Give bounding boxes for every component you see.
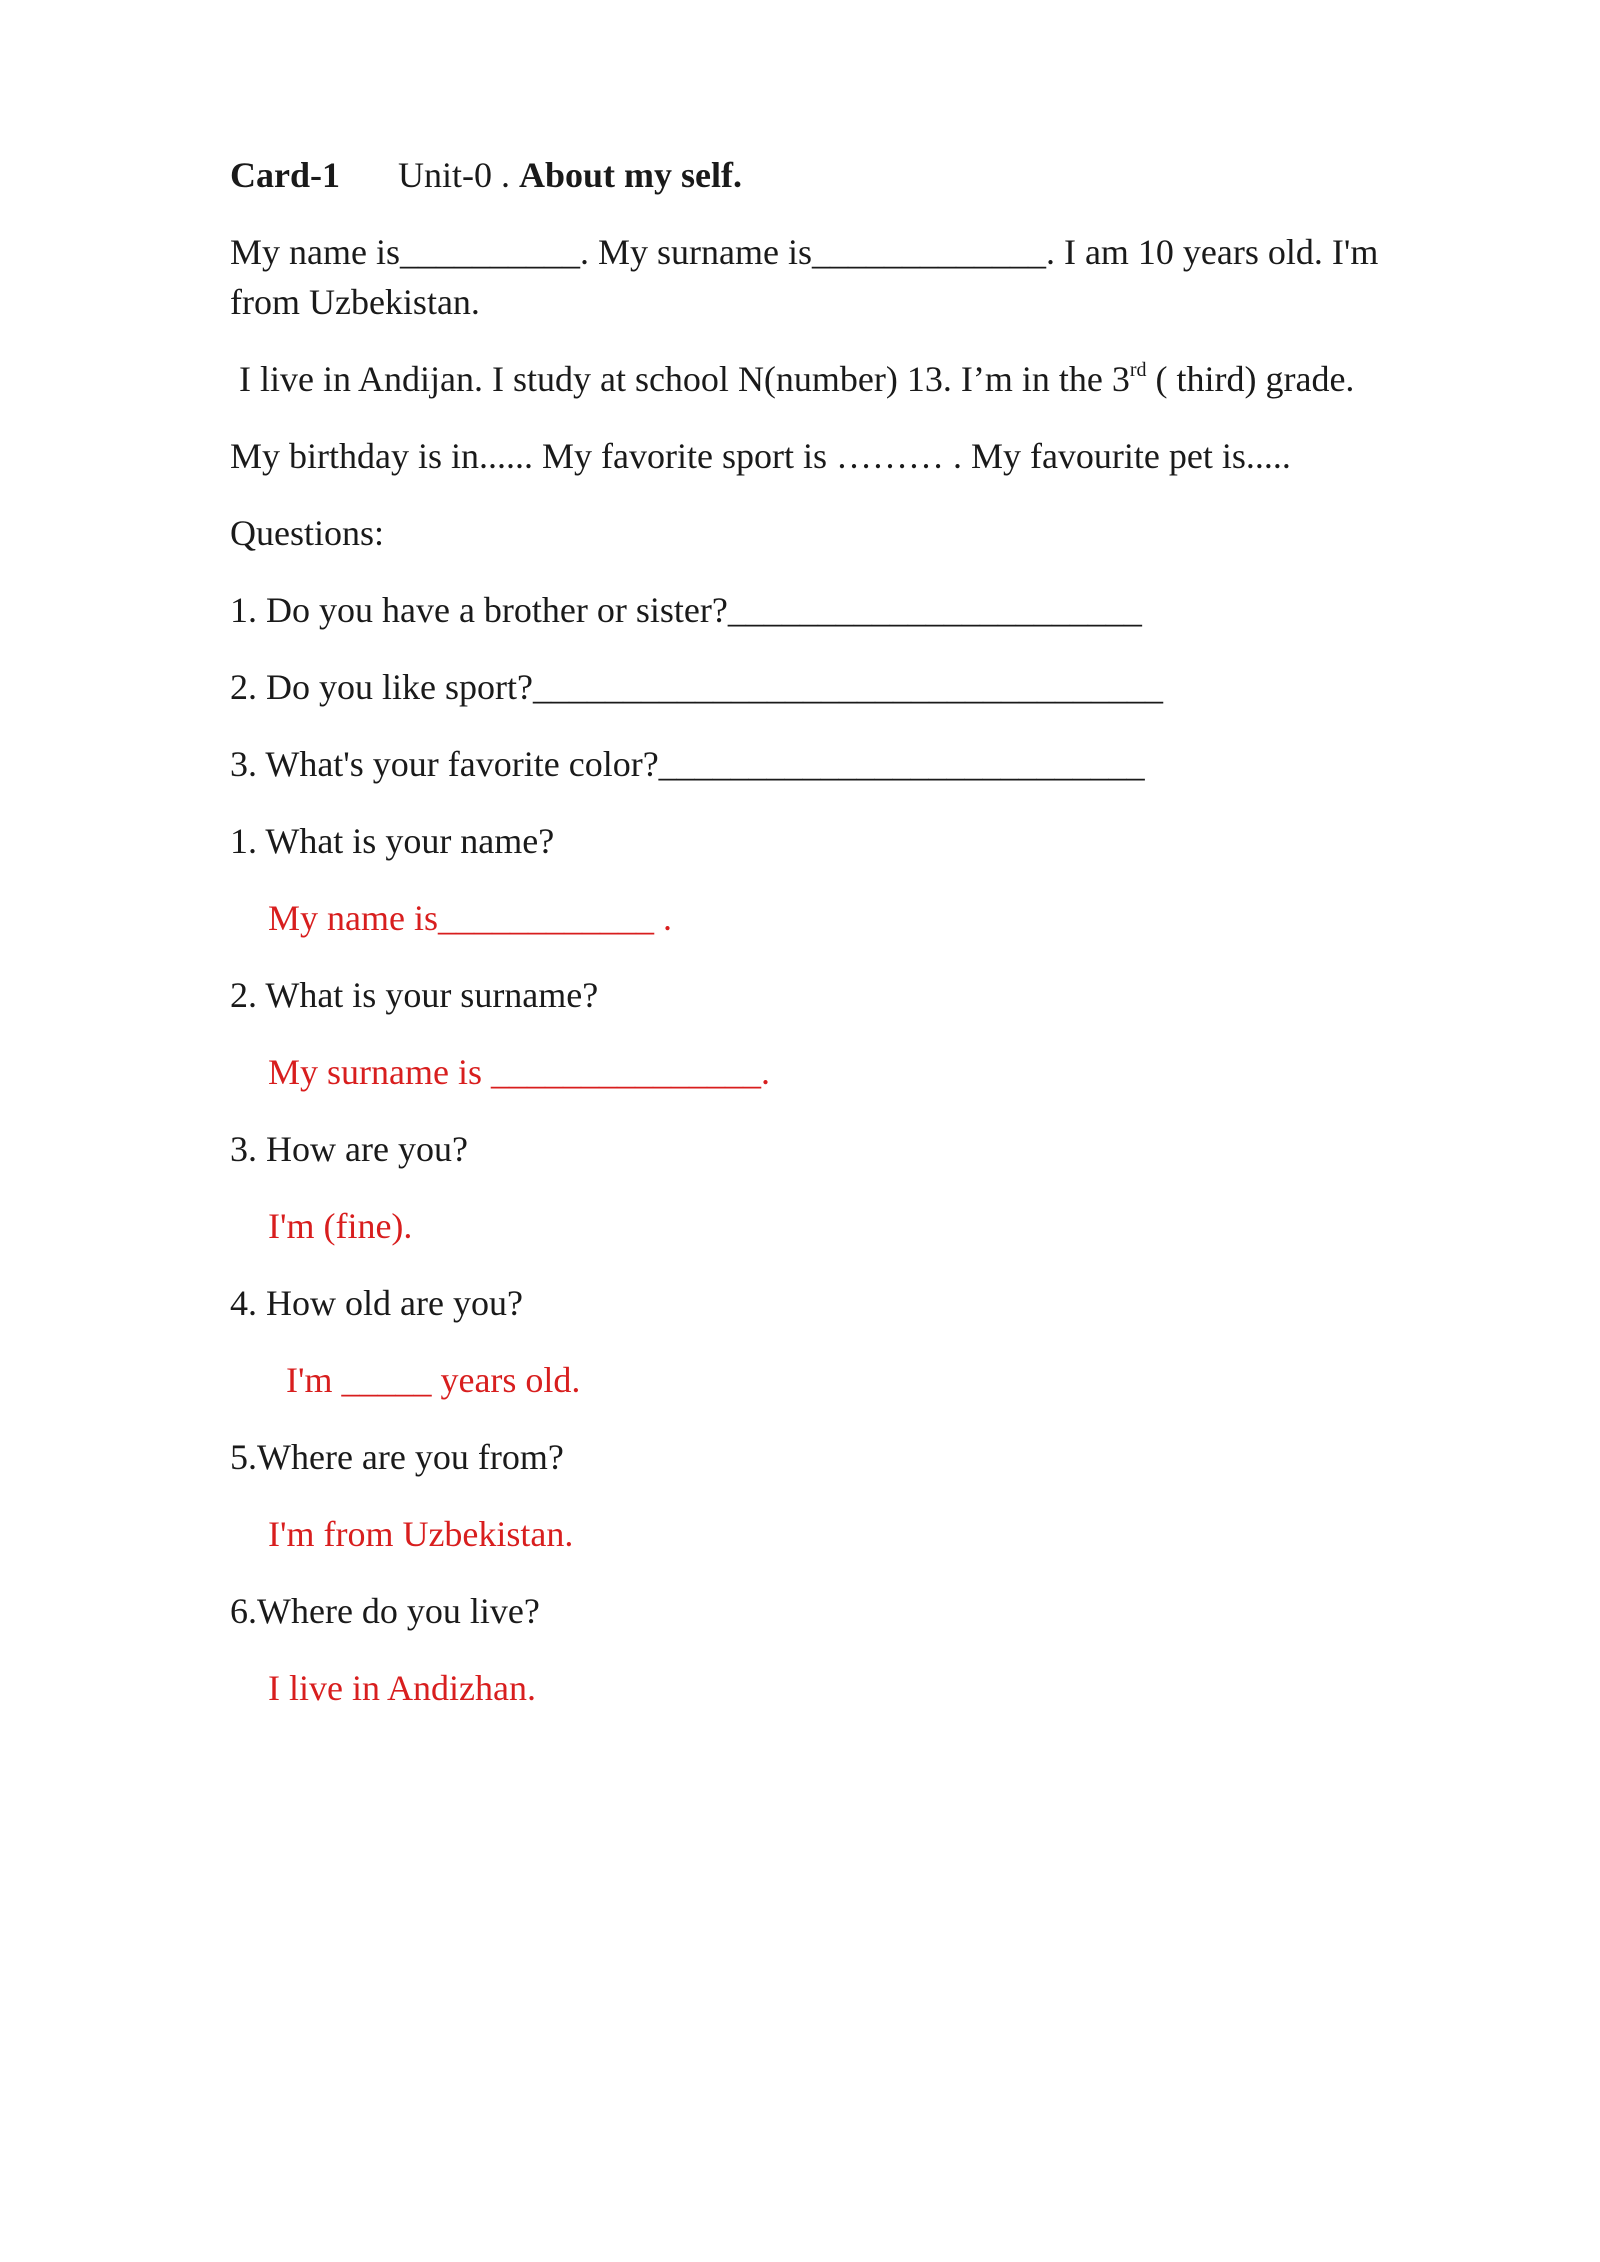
intro-line-2: from Uzbekistan.: [230, 282, 480, 322]
question-surname: 2. What is your surname?: [230, 975, 599, 1015]
answer-age: I'm _____ years old.: [277, 1360, 581, 1400]
question-how-are-you: 3. How are you?: [230, 1129, 468, 1169]
answer-from: I'm from Uzbekistan.: [268, 1514, 574, 1554]
open-question-2: 2. Do you like sport?___________________________________: [230, 667, 1163, 707]
answer-name: My name is____________ .: [268, 898, 672, 938]
question-live: 6.Where do you live?: [230, 1591, 540, 1631]
intro-line-3-text-end: ( third) grade.: [1146, 359, 1355, 399]
card-number: Card-1: [230, 155, 340, 195]
intro-line-3: [230, 355, 1354, 403]
questions-heading: Questions:: [230, 513, 385, 553]
ordinal-suffix: rd: [1129, 359, 1147, 381]
question-age: 4. How old are you?: [230, 1283, 523, 1323]
question-name: 1. What is your name?: [230, 821, 555, 861]
intro-line-3-text: I live in Andijan. I study at school N(number) 13. I’m in the 3: [230, 359, 1130, 399]
answer-live: I live in Andizhan.: [268, 1668, 536, 1708]
answer-surname: My surname is _______________.: [268, 1052, 770, 1092]
unit-topic: About my self.: [519, 155, 742, 195]
open-question-1: 1. Do you have a brother or sister?_______________________: [230, 590, 1142, 630]
question-from: 5.Where are you from?: [230, 1437, 564, 1477]
open-question-3: 3. What's your favorite color?___________________________: [230, 744, 1145, 784]
intro-line-4: My birthday is in...... My favorite sport is ……… . My favourite pet is.....: [230, 436, 1291, 476]
unit-label: Unit-0 .: [398, 155, 519, 195]
card-header: [230, 151, 742, 199]
answer-how-are-you: I'm (fine).: [268, 1206, 413, 1246]
intro-line-1: My name is__________. My surname is_____________. I am 10 years old. I'm: [230, 232, 1379, 272]
